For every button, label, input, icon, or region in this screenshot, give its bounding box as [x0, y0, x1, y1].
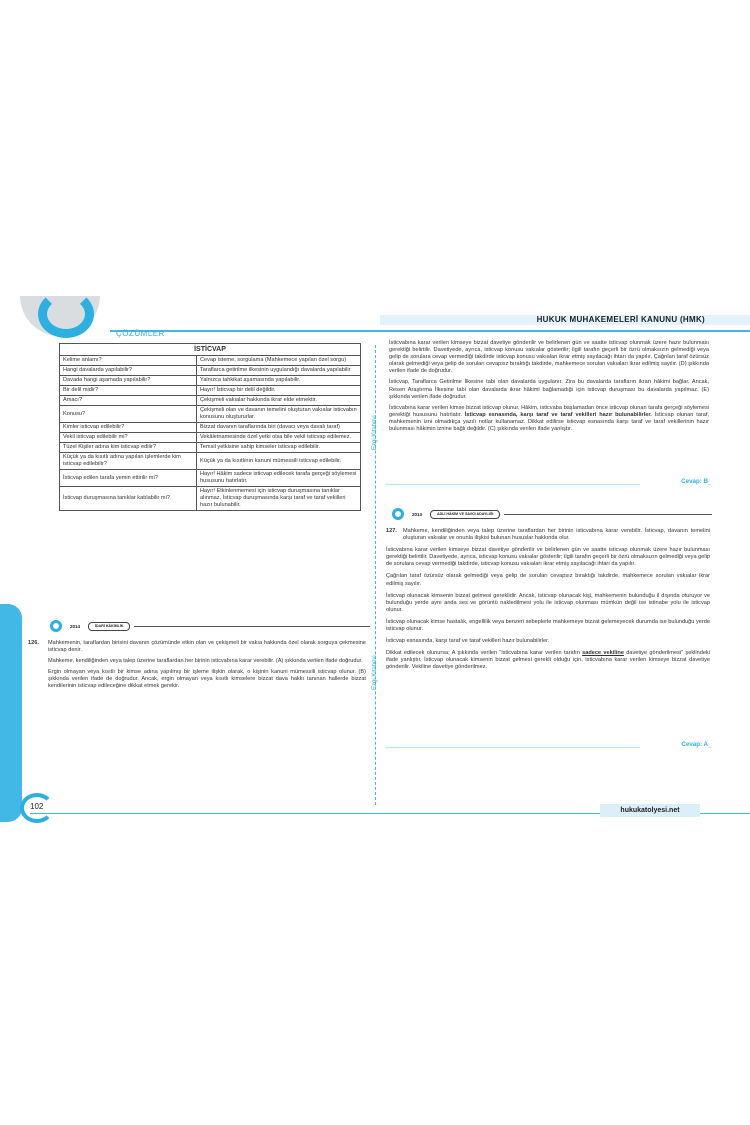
table-answer: Hayır! Hâkim sadece isticvap edilecek tarafa gerçeği söylemesi hususunu hatırlatır. [197, 470, 361, 487]
page-title: HUKUK MUHAKEMELERİ KANUNU (HMK) [536, 315, 705, 324]
table-row [60, 487, 361, 511]
question-number: 126. [28, 640, 39, 646]
table-row [60, 386, 361, 396]
table-row [60, 433, 361, 443]
page-number: 102 [30, 802, 44, 811]
table-question: Konusu? [60, 406, 197, 423]
left-edge-tab [0, 604, 22, 822]
table-answer: Vekâletnamesinde özel yetki olsa bile vekil isticvap edilemez. [197, 433, 361, 443]
paragraph: İsticvabına karar verilen kimse bizzat isticvap olunur. Hâkim, isticvaba başlamadan önce isticvap olunan tarafa gerçeği söylemesi gerektiği hususunu hatırlatır. İsticvap esnasında, karşı taraf ve taraf vekilleri hazır bulunabilirler. İsticvap olunan taraf, mahkemenin izni olmadıkça yazılı notlar kullanamaz. Dikkat edilirse isticvap esnasında karşı taraf ve taraf vekillerinin hazır bulunması hâkimin iznine bağlı değildir. (C) şıkkında verilen ifade yanlıştır. [389, 404, 710, 433]
table-row [60, 366, 361, 376]
table-row [60, 470, 361, 487]
paragraph: İsticvabına karar verilen kimseye bizzat davetiye gönderilir ve belirlenen gün ve saatte isticvap olunmak üzere hazır bulunması gerektiği belirtilir. Davetiyede, ayrıca, isticvap konusu vakıalar gösterilir; ilgili tarafın geçerli bir özrü olmaksızın gelmediği veya gelip de sorulara cevap vermediği takdirde isticvap konusu vakıaları ikrar etmiş sayılacağı ihtarı da yapılır. Çağrılan taraf özürsüz olarak gelmediği veya gelip de soruları cevapsız bıraktığı takdirde, mahkemece sorulan vakıaları ikrar edilmiş sayılır. (D) şıkkında verilen ifade de doğrudur. [389, 340, 709, 375]
table-answer: Hayır! İsticvap bir delil değildir. [197, 386, 361, 396]
table-question: Kelime anlamı? [60, 356, 197, 366]
table-answer: Taraflarca getirilme ilkesinin uygulandığı davalarda yapılabilir [197, 366, 361, 376]
table-question: İsticvap duruşmasına tanıklar katılabilir mi? [60, 487, 197, 511]
table-question: Kimler isticvap edilebilir? [60, 423, 197, 433]
table-answer: Yalnızca tahkikat aşamasında yapılabilir. [197, 376, 361, 386]
paragraph: Çağrılan taraf özürsüz olarak gelmediği veya gelip de soruları cevapsız bıraktığı takdirde, mahkemece sorulan vakıalar ikrar edilmiş sayılır. [386, 573, 710, 587]
question-number: 127. [386, 528, 397, 534]
badge-year: 2014 [70, 623, 81, 629]
table-answer: Bizzat davanın taraflarında biri (davacı veya davalı taraf) [197, 423, 361, 433]
badge-rule [134, 626, 370, 627]
section-label: ÇÖZÜMLER [116, 329, 165, 338]
paragraph: İsticvap olunacak kimse hastalık, engellilik veya benzeri sebeplerle mahkemeye bizzat gelemeyecek durumda ise bulunduğu yerde isticvap olunur. [386, 618, 710, 633]
table-row [60, 376, 361, 386]
table-answer: Çekişmeli vakıalar hakkında ikrar elde etmektir. [197, 396, 361, 406]
table-row [60, 356, 361, 366]
publisher-side-label: Ezgi Kitabevi [372, 415, 378, 450]
paragraph: İsticvap esnasında, karşı taraf ve taraf vekilleri hazır bulunabilirler. [386, 638, 550, 645]
header-circle-decoration [38, 290, 94, 338]
table-question: Vekil isticvap edilebilir mi? [60, 433, 197, 443]
publisher-side-label: Ezgi Kitabevi [372, 655, 378, 690]
badge-ring-icon [392, 508, 404, 520]
column-divider [375, 345, 377, 805]
table-answer: Hayır! Etkinlenmemesi için isticvap duruşmasına tanıklar alınmaz. İsticvap duruşmasında karşı taraf ve taraf vekilleri hazır bulunabilir. [197, 487, 361, 511]
table-question: Davada hangi aşamada yapılabilir? [60, 376, 197, 386]
question-127 [386, 528, 710, 672]
table-heading: İSTİCVAP [60, 344, 361, 356]
paragraph: İsticvap olunacak kimsenin bizzat gelmesi gereklidir. Ancak, isticvap olunacak kişi, mahkemenin bulunduğu il dışında oturuyor ve bulunduğu yerde aynı anda ses ve görüntü nakledilmesi yolu ile isticvap olunması mümkün değil ise istinabe yolu ile isticvap olunur. [386, 592, 710, 613]
table-question: Küçük ya da kısıtlı adına yapılan işlemlerde kim isticvap edilebilir? [60, 453, 197, 470]
table-row [60, 423, 361, 433]
table-question: İsticvap edilen tarafa yemin ettirilir mi? [60, 470, 197, 487]
answer-label: Cevap: B [640, 478, 708, 485]
table-row [60, 396, 361, 406]
paragraph: Mahkemenin, taraflardan birisini davanın çözümünde etkin olan ve çekişmeli bir vakıa hakkında özel olarak sorguya çekmesine isticvap denir. [48, 640, 366, 654]
table-question: Tüzel Kişiler adına kim isticvap edilir? [60, 443, 197, 453]
table-question: Amacı? [60, 396, 197, 406]
answer-label: Cevap: A [640, 741, 708, 748]
q125-solution-continuation [389, 340, 709, 433]
table-answer: Küçük ya da kısıtlının kanuni mümessili isticvap edilebilir. [197, 453, 361, 470]
footer-website: hukukatolyesi.net [600, 804, 700, 817]
paragraph: Mahkeme, kendiliğinden veya talep üzerine taraflardan her birinin isticvabına karar verebilir. İsticvap, davanın temelini oluşturan vakıalar ve onunla ilişkisi bulunan hususlar hakkında olur. [403, 528, 710, 542]
paragraph: Ergin olmayan veya kısıtlı bir kimse adına yapılmış bir işleme ilişkin olarak, o kişinin kanuni mümessili isticvap olunur. (B) şıkkında verilen ifade de doğrudur. Ancak, ergin olmayan veya kısıtlı kimselere bizzat dava hakkı tanınan hallerde bizzat kendilerinin isticvap edileceğine dikkat etmek gerekir. [48, 669, 366, 690]
table-answer: Çekişmeli olan ve davanın temelini oluşturan vakıalar isticvabın konusunu oluştururlar. [197, 406, 361, 423]
paragraph: Dikkat edilecek olunursa; A şıkkında verilen "isticvabına karar verilen tarafın sadece vekiline davetiye gönderilmesi" şeklindeki ifade yanlıştır. İsticvap olunacak kimsenin bizzat gelmesi gerekli olduğu için, isticvabına karar verilen kimseye bizzat davetiye gönderilir. Vekiline davetiye gönderilmez. [386, 650, 710, 671]
table-answer: Temsil yetkisine sahip kimseler isticvap edilebilir. [197, 443, 361, 453]
badge-rule [504, 514, 712, 515]
badge-ring-icon [50, 620, 62, 632]
paragraph: Mahkeme, kendiliğinden veya talep üzerine taraflardan her birinin isticvabına karar verebilir. (A) şıkkında verilen ifade doğrudur. [48, 658, 363, 665]
header-rule [110, 330, 750, 332]
table-row [60, 443, 361, 453]
question-126 [28, 640, 366, 691]
q127-badge [392, 508, 712, 520]
table-answer: Cevap isteme, sorgulama (Mahkemece yapılan özel sorgu) [197, 356, 361, 366]
table-question: Hangi davalarda yapılabilir? [60, 366, 197, 376]
table-row [60, 406, 361, 423]
badge-label: İDARİ HÂKİMLİK [88, 622, 130, 631]
q126-badge [50, 620, 370, 632]
table-question: Bir delil midir? [60, 386, 197, 396]
isticvap-table [59, 343, 361, 511]
table-row [60, 453, 361, 470]
badge-year: 2013 [412, 511, 423, 517]
badge-label: ADLİ HÂKİM VE SAVCI ADAYLIĞI [430, 510, 500, 519]
paragraph: İsticvabına karar verilen kimseye bizzat davetiye gönderilir ve belirlenen gün ve saatte isticvap olunmak üzere hazır bulunması gerektiği belirtilir. Davetiyede, ayrıca, isticvap konusu vakıalar gösterilir; ilgili tarafın geçerli bir özrü olmaksızın gelmediği veya gelip de sorulara cevap vermediği takdirde, isticvap konusu vakıaları ikrar etmiş sayılacağı ihtarı da yapılır. [386, 547, 710, 568]
paragraph: İsticvap, Taraflarca Getirilme İlkesine tabi olan davalarda uygulanır. Zira bu davalarda tarafların ikrarı hâkimi bağlar. Ancak, Resen Araştırma İlkesine tabi olan davalarda ikrar hâkimi bağlamadığı için isticvap duruşması bu davalarda yapılmaz. (E) şıkkında verilen ifade doğrudur. [389, 379, 709, 400]
